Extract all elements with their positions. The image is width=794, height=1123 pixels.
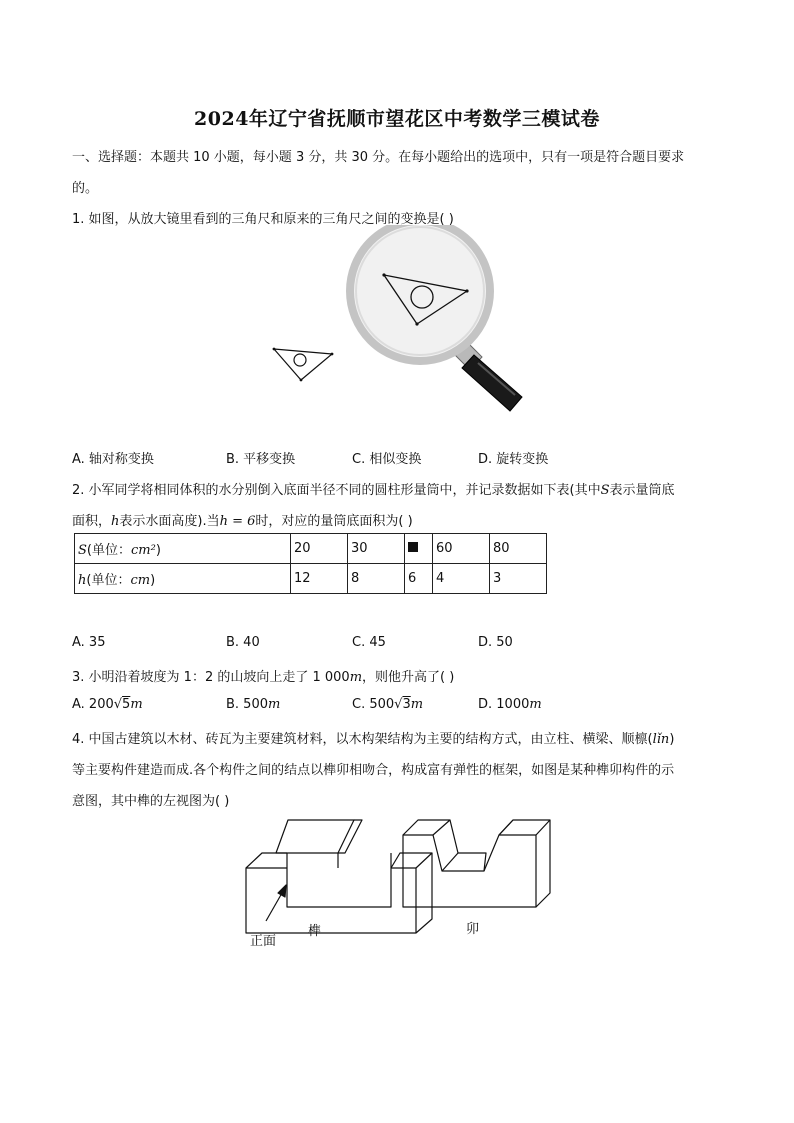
q2-option-b: B. 40 — [226, 635, 260, 650]
table-cell: 30 — [348, 534, 405, 564]
q3-option-c: C. 500√3m — [352, 697, 424, 712]
tenon-solid — [246, 820, 432, 933]
table-cell: 12 — [291, 564, 348, 594]
front-arrow — [266, 885, 286, 921]
q4-stem-line1: 4. 中国古建筑以木材、砖瓦为主要建筑材料，以木构架结构为主要的结构方式，由立柱、横梁、顺檩(lǐn) — [72, 732, 675, 747]
original-triangle — [273, 348, 334, 382]
q2-stem-line1: 2. 小军同学将相同体积的水分别倒入底面半径不同的圆柱形量筒中，并记录数据如下表(其中S表示量筒底 — [72, 483, 675, 498]
q3-option-a: A. 200√5m — [72, 697, 143, 712]
q1-option-c: C. 相似变换 — [352, 452, 422, 467]
black-square-icon — [408, 542, 418, 552]
table-row — [75, 534, 547, 564]
row-label-h: h(单位：cm) — [75, 564, 291, 594]
q2-option-a: A. 35 — [72, 635, 106, 650]
table-cell: 4 — [433, 564, 490, 594]
mortise-solid — [403, 820, 550, 907]
page-title: 2024年辽宁省抚顺市望花区中考数学三模试卷 — [194, 108, 600, 130]
section-header-line1: 一、选择题：本题共 10 小题，每小题 3 分，共 30 分。在每小题给出的选项中，只有一项是符合题目要求 — [72, 150, 685, 165]
q4-stem-line2: 等主要构件建造而成.各个构件之间的结点以榫卯相吻合，构成富有弹性的框架，如图是某种榫卯构件的示 — [72, 763, 675, 778]
table-cell: 3 — [490, 564, 547, 594]
table-cell: 80 — [490, 534, 547, 564]
label-front: 正面 — [250, 934, 277, 949]
q4-stem-line3: 意图，其中榫的左视图为( ) — [72, 794, 230, 809]
q2-option-d: D. 50 — [478, 635, 513, 650]
magnifier-lens — [350, 225, 490, 361]
q3-option-b: B. 500m — [226, 697, 281, 712]
q1-stem: 1. 如图，从放大镜里看到的三角尺和原来的三角尺之间的变换是( ) — [72, 212, 454, 227]
section-header-line2: 的。 — [72, 181, 99, 196]
table-row — [75, 564, 547, 594]
table-cell: 20 — [291, 534, 348, 564]
q1-option-b: B. 平移变换 — [226, 452, 296, 467]
q2-option-c: C. 45 — [352, 635, 386, 650]
table-cell-hidden-value — [405, 534, 433, 564]
row-label-s: S(单位：cm²) — [75, 534, 291, 564]
q2-data-table — [74, 533, 547, 594]
table-cell: 8 — [348, 564, 405, 594]
table-cell: 60 — [433, 534, 490, 564]
q1-option-a: A. 轴对称变换 — [72, 452, 154, 467]
label-tenon: 榫 — [308, 924, 322, 939]
label-mortise: 卯 — [466, 922, 480, 937]
q3-option-d: D. 1000m — [478, 697, 542, 712]
table-cell: 6 — [405, 564, 433, 594]
q2-stem-line2: 面积，h表示水面高度).当h = 6时，对应的量筒底面积为( ) — [72, 514, 413, 529]
q1-option-d: D. 旋转变换 — [478, 452, 549, 467]
magnifier-figure — [260, 225, 530, 420]
q3-stem: 3. 小明沿着坡度为 1：2 的山坡向上走了 1 000m，则他升高了( ) — [72, 670, 455, 685]
tenon-mortise-figure — [240, 815, 560, 950]
